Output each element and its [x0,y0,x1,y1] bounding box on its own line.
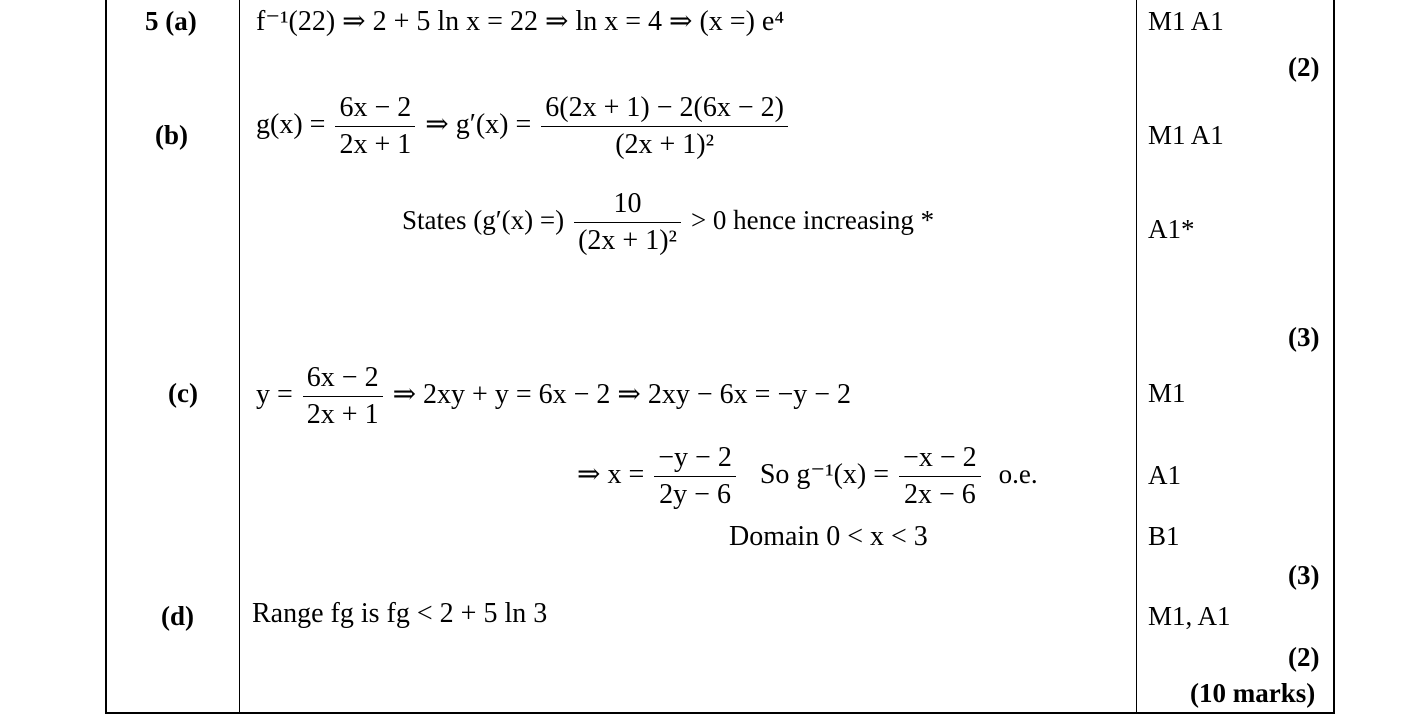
part-a-total: (2) [1288,52,1320,82]
part-c-marks-1: M1 [1148,378,1186,408]
part-c-total: (3) [1288,560,1320,590]
part-b-g-def: g(x) = [256,109,326,141]
part-b-simplified-denominator: (2x + 1)² [578,225,677,257]
part-c-domain: Domain 0 < x < 3 [729,521,928,552]
part-c-y-def: y = [256,379,293,411]
part-c-oe: o.e. [998,459,1038,490]
part-c-marks-3: B1 [1148,521,1180,551]
part-d-label: (d) [161,601,194,631]
part-b-derivative-numerator: 6(2x + 1) − 2(6x − 2) [541,92,788,127]
part-b-derivative-denominator: (2x + 1)² [615,129,715,161]
part-c-rearrange-steps: ⇒ 2xy + y = 6x − 2 ⇒ 2xy − 6x = −y − 2 [392,379,852,411]
part-c-g-inverse-fraction [899,442,981,511]
part-b-marks-1: M1 A1 [1148,120,1224,150]
part-b-g-denominator: 2x + 1 [339,129,412,161]
part-b-label: (b) [155,120,188,150]
part-b-g-fraction [335,92,415,161]
part-d-range: Range fg is fg < 2 + 5 ln 3 [252,598,548,629]
part-c-so-g-inverse: So g⁻¹(x) = [759,459,890,491]
part-b-states: States (g′(x) =) [402,205,565,236]
part-c-x-equals: ⇒ x = [577,459,645,491]
grand-total: (10 marks) [1190,678,1316,708]
part-b-total: (3) [1288,322,1320,352]
part-c-g-inverse-denominator: 2x − 6 [903,479,976,511]
part-b-g-numerator: 6x − 2 [335,92,415,127]
part-b-derivative-fraction [541,92,788,161]
part-c-x-fraction [654,442,736,511]
part-b-marks-2: A1* [1148,214,1195,244]
part-c-x-numerator: −y − 2 [654,442,736,477]
part-a-working: f⁻¹(22) ⇒ 2 + 5 ln x = 22 ⇒ ln x = 4 ⇒ (x =) e⁴ [256,6,785,37]
part-b-simplified-fraction [574,188,681,257]
part-d-total: (2) [1288,642,1320,672]
part-c-g-inverse-numerator: −x − 2 [899,442,981,477]
part-c-x-denominator: 2y − 6 [659,479,731,511]
part-c-inverse-line [577,442,1038,511]
part-a-label: 5 (a) [145,6,197,36]
part-b-g-prime: ⇒ g′(x) = [425,109,532,141]
part-b-derivative-line [256,92,791,161]
part-a-marks: M1 A1 [1148,6,1224,36]
part-c-y-fraction [303,362,383,431]
part-b-simplified-numerator: 10 [574,188,681,223]
part-b-conclusion-line [402,188,934,257]
part-c-label: (c) [168,378,198,408]
column-divider-left [239,0,240,712]
part-c-marks-2: A1 [1148,460,1181,490]
part-d-marks: M1, A1 [1148,601,1231,631]
part-c-y-numerator: 6x − 2 [303,362,383,397]
part-b-hence-increasing: > 0 hence increasing * [690,205,935,236]
part-c-y-denominator: 2x + 1 [306,399,379,431]
column-divider-right [1136,0,1137,712]
part-c-rearrange-line [256,362,851,431]
